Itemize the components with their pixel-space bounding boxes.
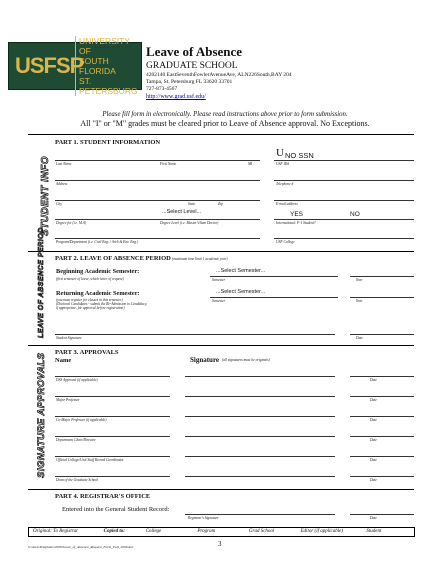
approval-date-line[interactable] — [350, 436, 414, 437]
address-label: Address — [56, 182, 68, 186]
student-date-line[interactable] — [350, 334, 414, 335]
date-label: Date — [370, 418, 377, 422]
degree-line[interactable] — [55, 219, 260, 220]
program-line[interactable] — [55, 238, 260, 239]
semester-label: Semester — [212, 299, 225, 303]
student-signature-line[interactable] — [55, 334, 335, 335]
college-line[interactable] — [274, 238, 414, 239]
approval-signature-line[interactable] — [185, 456, 335, 457]
international-label: International: F-1 Student? — [276, 221, 316, 225]
approval-date-line[interactable] — [350, 456, 414, 457]
u-no-ssn[interactable]: NO SSN — [285, 151, 314, 160]
distribution-grad-school: Grad School — [248, 529, 275, 534]
approval-date-line[interactable] — [350, 396, 414, 397]
select-level-dropdown[interactable]: ...Select Level... — [162, 209, 202, 215]
name-column-heading: Name — [55, 357, 72, 364]
file-path: S:\Area\Templates\2006\Leave_of_Absence_Request_Form_Fall_2006.doc — [28, 545, 134, 549]
degree-level-label: Degree Level (i.e. Master's/Sum Doctor) — [160, 221, 219, 225]
approval-row-label: Official College/Unit Staff Record Coordinator — [56, 458, 124, 462]
logo-text — [75, 36, 141, 96]
international-line — [274, 219, 414, 220]
logo-line-3: ST. PETERSBURG — [79, 76, 138, 96]
distribution-program: Program — [197, 529, 216, 534]
approval-name-line[interactable] — [55, 416, 170, 417]
form-subtitle: GRADUATE SCHOOL — [146, 61, 238, 71]
semester-label: Semester — [212, 278, 225, 282]
instructions-line-1: Please fill form in electronically. Please read instructions above prior to form submission. — [102, 111, 348, 118]
address-line-2: Tampa, St. Petersburg FL 33620 33701 — [146, 79, 233, 85]
approval-name-line[interactable] — [55, 476, 170, 477]
telephone-line[interactable] — [274, 180, 414, 181]
distribution-student: Student — [366, 529, 382, 534]
logo-line-2: SOUTH FLORIDA — [79, 56, 116, 76]
telephone-label: Telephone # — [276, 182, 294, 186]
approval-name-line[interactable] — [55, 396, 170, 397]
distribution-row — [28, 527, 415, 537]
distribution-original: Original: To Registrar — [33, 529, 79, 534]
date-label: Date — [370, 398, 377, 402]
part2-heading: PART 2. LEAVE OF ABSENCE PERIOD — [55, 255, 171, 262]
date-label: Date — [370, 478, 377, 482]
part3-heading: PART 3. APPROVALS — [55, 349, 119, 356]
city-label: City — [56, 202, 62, 206]
international-yes[interactable]: YES — [290, 211, 304, 218]
approval-date-line[interactable] — [350, 476, 414, 477]
usf-id-label: USF ID# — [276, 162, 290, 166]
beginning-semester-label: Beginning Academic Semester: — [56, 268, 140, 275]
returning-semester-label: Returning Academic Semester: — [56, 290, 140, 297]
beginning-semester-dropdown[interactable]: ...Select Semester... — [216, 268, 266, 274]
returning-semester-dropdown[interactable]: ...Select Semester... — [216, 289, 266, 295]
logo-mark: USFSP — [15, 53, 84, 78]
returning-note-1: (you must register for classes in this semester) — [56, 298, 123, 302]
date-label: Date — [370, 438, 377, 442]
first-name-label: First Name — [160, 162, 177, 166]
signature-column-heading: Signature — [190, 356, 220, 364]
signature-note: (all signatures must be originals) — [222, 358, 270, 362]
approval-date-line[interactable] — [350, 376, 414, 377]
registrar-date-line[interactable] — [350, 514, 414, 515]
last-name-label: Last Name — [56, 162, 72, 166]
side-label-student-info: STUDENT INFO — [40, 156, 51, 236]
approval-row-label: Dean of the Graduate School — [56, 478, 99, 482]
approval-signature-line[interactable] — [185, 396, 335, 397]
page-number: 3 — [218, 540, 222, 548]
program-label: Program/Department (i.e. Civil Eng. / Arch & Env. Eng.) — [56, 240, 139, 244]
usf-college-label: USF College — [276, 240, 295, 244]
approval-signature-line[interactable] — [185, 376, 335, 377]
approval-row-label: DSS Approval (if applicable) — [56, 378, 98, 382]
website-link[interactable]: http://www.grad.usf.edu/ — [146, 94, 206, 100]
date-label: Date — [370, 516, 377, 520]
approval-row-label: Co-Major Professor (if applicable) — [56, 418, 107, 422]
approval-row-label: Department Chair/Director — [56, 438, 96, 442]
approval-signature-line[interactable] — [185, 416, 335, 417]
returning-semester-line[interactable] — [210, 297, 338, 298]
registrar-signature-label: Registrar's Signature — [188, 516, 219, 520]
approval-name-line[interactable] — [55, 456, 170, 457]
beginning-year-line[interactable] — [350, 276, 414, 277]
international-no[interactable]: NO — [350, 211, 360, 218]
part4-heading: PART 4. REGISTRAR'S OFFICE — [55, 493, 151, 500]
part1-heading: PART 1. STUDENT INFORMATION — [55, 139, 161, 146]
distribution-editor: Editor (if applicable) — [300, 529, 343, 534]
entered-label: Entered into the General Student Record: — [62, 506, 170, 513]
logo-line-1: UNIVERSITY OF — [79, 36, 130, 56]
state-label: State — [188, 202, 196, 206]
returning-note-2: (Doctoral Candidates - submit the Re-Admission to Candidacy, — [56, 302, 148, 306]
registrar-signature-line[interactable] — [185, 514, 335, 515]
side-label-leave-period: LEAVE OF ABSENCE PERIOD — [38, 227, 45, 338]
phone: 727-873-4567 — [146, 86, 178, 92]
part2-note: (maximum time limit 1 academic year) — [172, 257, 228, 261]
year-label: Year — [356, 299, 363, 303]
form-title: Leave of Absence — [146, 44, 243, 59]
distribution-copied: Copied to: — [103, 529, 125, 534]
divider — [28, 345, 414, 346]
approval-row-label: Major Professor — [56, 398, 80, 402]
u-prefix: U — [276, 147, 284, 159]
usf-id-line[interactable] — [274, 160, 414, 161]
city-state-zip-line[interactable] — [55, 200, 260, 201]
zip-label: Zip — [218, 202, 223, 206]
divider — [28, 134, 414, 135]
approval-signature-line[interactable] — [185, 436, 335, 437]
approval-name-line[interactable] — [55, 376, 170, 377]
email-label: E-mail address — [276, 202, 298, 206]
divider — [28, 489, 414, 490]
returning-note-3: if appropriate, for approval before registration) — [56, 306, 125, 310]
beginning-note: (first semester of leave, which letter of request) — [56, 277, 124, 281]
degree-for-label: Degree for (i.e. M.A) — [56, 221, 87, 225]
divider — [28, 251, 414, 252]
address-line[interactable] — [55, 180, 260, 181]
side-label-approvals: SIGNATURE APPROVALS — [36, 352, 47, 478]
date-label: Date — [370, 458, 377, 462]
returning-year-line[interactable] — [350, 297, 414, 298]
date-label: Date — [356, 336, 363, 340]
mi-label: MI — [248, 162, 253, 166]
usfsp-logo — [8, 36, 142, 96]
address-block — [146, 72, 316, 93]
name-line[interactable] — [55, 160, 260, 161]
email-line[interactable] — [274, 200, 414, 201]
approval-name-line[interactable] — [55, 436, 170, 437]
student-signature-label: Student Signature — [56, 336, 82, 340]
approval-date-line[interactable] — [350, 416, 414, 417]
beginning-semester-line[interactable] — [210, 276, 338, 277]
year-label: Year — [356, 278, 363, 282]
approval-signature-line[interactable] — [185, 476, 335, 477]
instructions-line-2: All "I" or "M" grades must be cleared prior to Leave of Absence approval. No Exceptions. — [80, 119, 370, 128]
date-label: Date — [370, 378, 377, 382]
address-line-1: 4202140 EastSeventhFowlerAvenueAve, ALN226South,BAY 204 — [146, 72, 292, 78]
distribution-college: College — [145, 529, 162, 534]
